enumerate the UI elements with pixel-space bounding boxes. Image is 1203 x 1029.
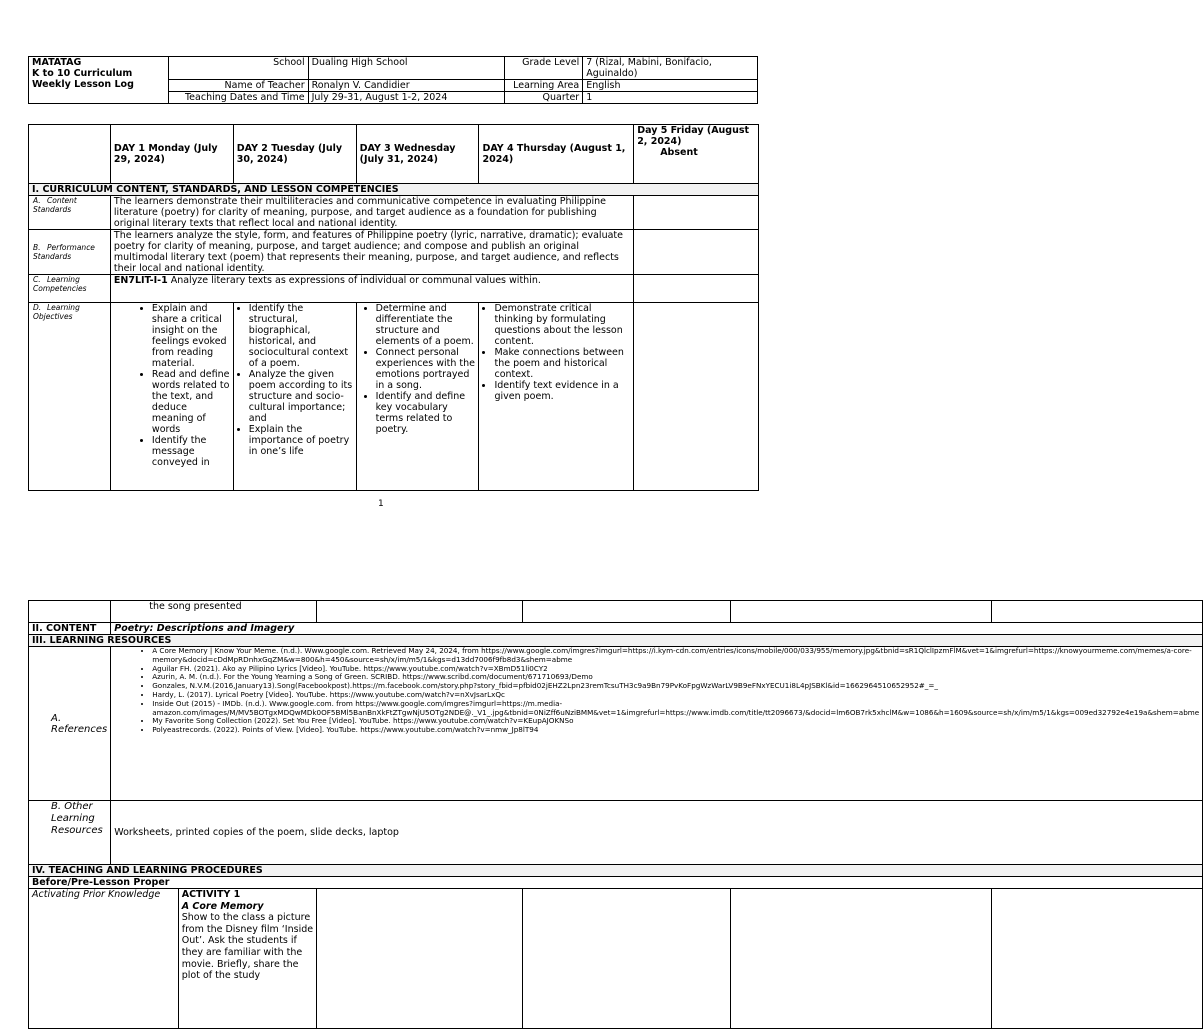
- learning-competencies-text: EN7LIT-I-1 Analyze literary texts as expressions of individual or communal values within.: [110, 275, 633, 303]
- objectives-day3: • Determine and differentiate the structure and elements of a poem. • Connect personal experiences with the emotions portrayed in a song. • Identify and define key vocabulary terms related to poetry.: [356, 303, 479, 491]
- day1-header: DAY 1 Monday (July 29, 2024): [110, 125, 233, 184]
- learning-competencies-label: C. Learning Competencies: [29, 275, 111, 303]
- quarter-value: 1: [583, 92, 758, 104]
- quarter-label: Quarter: [505, 92, 583, 104]
- day3-header: DAY 3 Wednesday (July 31, 2024): [356, 125, 479, 184]
- day5-header: Day 5 Friday (August 2, 2024) Absent: [634, 125, 759, 184]
- objectives-day2: • Identify the structural, biographical, historical, and sociocultural context of a poem. • Analyze the given poem according to its structure and socio-cultural importance; and • Explain the importance of poetry in one’s life: [233, 303, 356, 491]
- other-resources-value: Worksheets, printed copies of the poem, slide decks, laptop: [111, 801, 1203, 865]
- objectives-day1: • Explain and share a critical insight on the feelings evoked from reading material. • Read and define words related to the text, and deduce meaning of words • Identify the message conveyed in: [110, 303, 233, 491]
- school-value: Dualing High School: [308, 57, 505, 80]
- log-title: MATATAG K to 10 Curriculum Weekly Lesson Log: [29, 57, 169, 104]
- page-number: 1: [378, 499, 384, 509]
- area-label: Learning Area: [505, 80, 583, 92]
- content-standards-label: A. Content Standards: [29, 196, 111, 230]
- school-label: School: [168, 57, 308, 80]
- content-label: II. CONTENT: [29, 623, 111, 635]
- objectives-day4: • Demonstrate critical thinking by formulating questions about the lesson content. • Make connections between the poem and historical context. • Identify text evidence in a given poem.: [479, 303, 634, 491]
- performance-standards-text: The learners analyze the style, form, and features of Philippine poetry (lyric, narrative, dramatic); evaluate poetry for clarity of meaning, purpose, and target audience; and compose and publish an original multimodal literary text (poem) that represents their meaning, purpose, and target audience, and reflects their local and national identity.: [110, 230, 633, 275]
- performance-standards-label: B. Performance Standards: [29, 230, 111, 275]
- lesson-table: [28, 124, 759, 491]
- absent-note: Absent: [660, 147, 698, 158]
- day2-header: DAY 2 Tuesday (July 30, 2024): [233, 125, 356, 184]
- before-lesson-label: Before/Pre-Lesson Proper: [29, 877, 1203, 889]
- grade-value: 7 (Rizal, Mabini, Bonifacio, Aguinaldo): [583, 57, 758, 80]
- grade-label: Grade Level: [505, 57, 583, 80]
- teacher-value: Ronalyn V. Candidier: [308, 80, 505, 92]
- content-value: Poetry: Descriptions and Imagery: [111, 623, 1203, 635]
- section-resources: III. LEARNING RESOURCES: [29, 635, 1203, 647]
- learning-objectives-label: D. Learning Objectives: [29, 303, 111, 491]
- activating-prior-knowledge-label: Activating Prior Knowledge: [29, 889, 179, 1029]
- references-label: A. References: [29, 647, 111, 801]
- activity-day1: ACTIVITY 1 A Core Memory Show to the class a picture from the Disney film ‘Inside Out’. Ask the students if they are familiar with the movie. Briefly, share the plot of the study: [178, 889, 316, 1029]
- dates-value: July 29-31, August 1-2, 2024: [308, 92, 505, 104]
- day4-header: DAY 4 Thursday (August 1, 2024): [479, 125, 634, 184]
- section-procedures: IV. TEACHING AND LEARNING PROCEDURES: [29, 865, 1203, 877]
- corner-cell: [29, 125, 111, 184]
- area-value: English: [583, 80, 758, 92]
- objectives-day1-continued: the song presented: [111, 601, 317, 623]
- other-resources-label: B. Other Learning Resources: [29, 801, 111, 865]
- section-curriculum: I. CURRICULUM CONTENT, STANDARDS, AND LESSON COMPETENCIES: [29, 184, 759, 196]
- teacher-label: Name of Teacher: [168, 80, 308, 92]
- header-table: [28, 56, 758, 104]
- references-list: • A Core Memory | Know Your Meme. (n.d.). Www.google.com. Retrieved May 24, 2024, from https://www.google.com/imgres?imgurl=https://i.kym-cdn.com/entries/icons/mobile/000/033/955/memory.jpg&tbnid=sR1QlclIpzmFlM&vet=1&imgrefurl=https://knowyourmeme.com/memes/a-core-memory&docid=cDdMpRDnhxGqZM&w=800&h=450&source=sh/x/im/m5/1&kgs=d13dd7006f9fb8d3&shem=abme • Aguilar FH. (2021). Ako ay Pilipino Lyrics [Video]. YouTube. https://www.youtube.com/watch?v=XBmD51li0CY2 • Azurin, A. M. (n.d.). For the Young Yearning a Song of Green. SCRIBD. https://www.scribd.com/document/671710693/Demo • Gonzales, N.V.M.(2016,January13).Song(Facebookpost).https://m.facebook.com/story.php?story_fbid=pfbid02jEHZ2Lpn23remTcsuTH3c9a9Bn79PvKoFpgWzWarLV9B9eFNxYECU1i8L4pJSBKl&id=1662964510652952#_=_ • Hardy, L. (2017). Lyrical Poetry [Video]. YouTube. https://www.youtube.com/watch?v=nXvJsarLxQc • Inside Out (2015) - IMDb. (n.d.). Www.google.com. from https://www.google.com/imgres?imgurl=https://m.media-amazon.com/images/M/MV5BOTgxMDQwMDk0OF5BMl5BanBnXkFtZTgwNjU5OTg2NDE@._V1_.jpg&tbnid=0NiZff6uNziBMM&vet=1&imgrefurl=https://www.imdb.com/title/tt2096673/&docid=lm6OB7rk5xhclM&w=1086&h=1609&source=sh/x/im/m5/1&kgs=009ed32792e4e19a&shem=abme • My Favorite Song Collection (2022). Set You Free [Video]. YouTube. https://www.youtube.com/watch?v=KEupAJOKNSo • Polyeastrecords. (2022). Points of View. [Video]. YouTube. https://www.youtube.com/watch?v=nmw_Jp8lT94: [111, 647, 1203, 801]
- lesson-table-continued: [28, 600, 1203, 1029]
- content-standards-text: The learners demonstrate their multiliteracies and communicative competence in evaluating Philippine literature (poetry) for clarity of meaning, purpose, and target audience as a foundation for publishing original literary texts that reflect local and national identity.: [110, 196, 633, 230]
- dates-label: Teaching Dates and Time: [168, 92, 308, 104]
